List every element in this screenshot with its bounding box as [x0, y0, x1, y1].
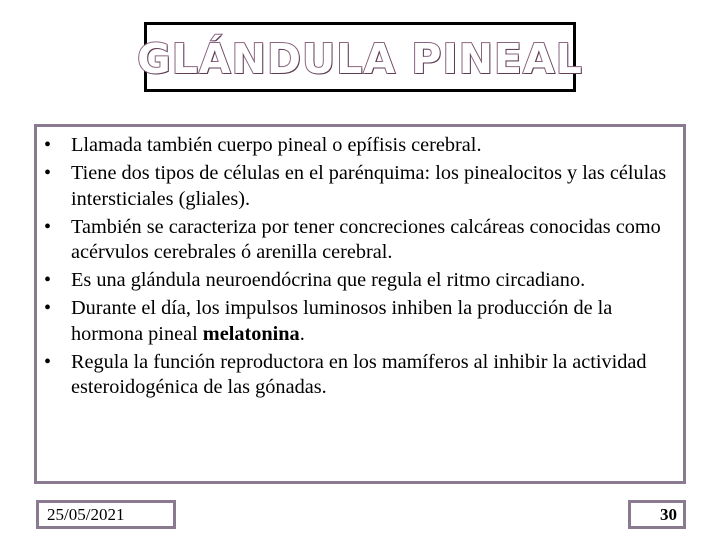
- bullet-item-concreciones: [43, 215, 683, 266]
- bullet-dot-icon: •: [44, 162, 52, 184]
- bullet-dot-icon: •: [44, 134, 52, 156]
- bullet-item-tipos-celulas: [43, 161, 683, 212]
- bullet-text: Es una glándula neuroendócrina que regula el ritmo circadiano.: [71, 269, 586, 291]
- footer-page-number: 30: [628, 500, 686, 529]
- bullet-text-bold: melatonina: [202, 322, 300, 345]
- bullet-text: También se caracteriza por tener concreciones calcáreas conocidas como acérvulos cerebrales ó arenilla cerebral.: [71, 215, 661, 263]
- content-box: [34, 124, 686, 484]
- bullet-text-end: .: [299, 322, 305, 345]
- bullet-text: Llamada también cuerpo pineal o epífisis cerebral.: [71, 134, 482, 156]
- bullet-item-melatonina: [43, 296, 683, 347]
- bullet-item-cuerpo-pineal: [43, 133, 683, 159]
- title-box: [137, 22, 583, 92]
- bullet-text: Durante el día, los impulsos luminosos inhiben la producción de la hormona pineal: [71, 297, 613, 345]
- bullet-dot-icon: •: [44, 215, 52, 238]
- bullet-item-ritmo-circadiano: [43, 268, 683, 294]
- bullet-dot-icon: •: [44, 269, 52, 291]
- bullet-dot-icon: •: [44, 350, 52, 373]
- bullet-text: Regula la función reproductora en los mamíferos al inhibir la actividad esteroidogénica de las gónadas.: [71, 350, 647, 398]
- slide-title: GLÁNDULA PINEAL: [137, 35, 583, 83]
- bullet-text: Tiene dos tipos de células en el parénquima: los pinealocitos y las células intersticiales (gliales).: [71, 162, 667, 210]
- bullet-item-funcion-reproductora: [43, 350, 683, 401]
- footer-date: 25/05/2021: [36, 500, 176, 529]
- bullet-list: [43, 133, 683, 403]
- bullet-dot-icon: •: [44, 297, 52, 319]
